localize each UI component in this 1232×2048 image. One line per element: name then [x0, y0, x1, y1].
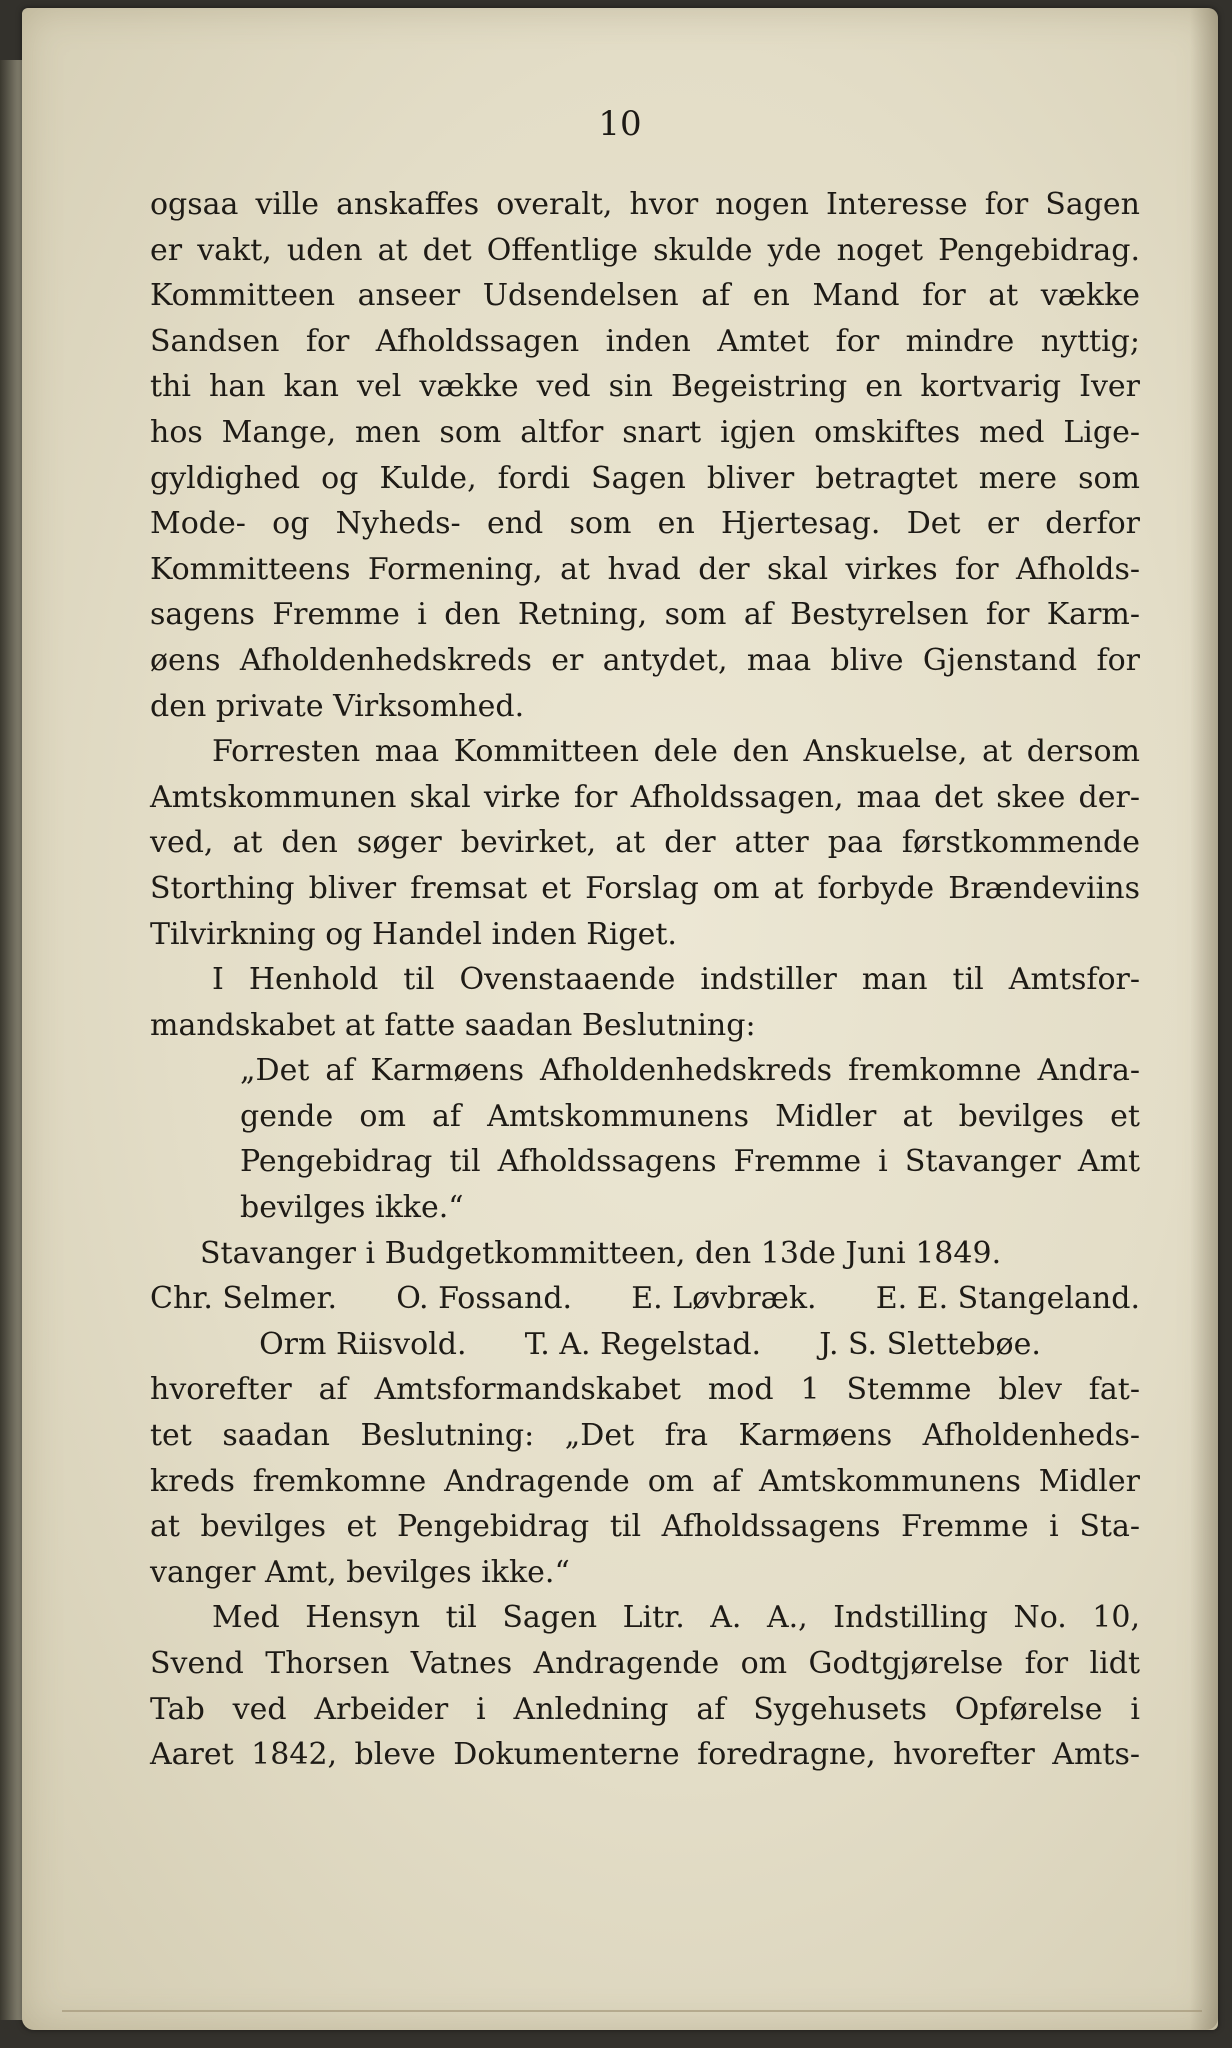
text-line: ved, at den søger bevirket, at der atter paa førstkommende — [150, 825, 1140, 861]
signature: J. S. Slettebøe. — [819, 1326, 1041, 1362]
text-line: Kommitteen anseer Udsendelsen af en Mand for at vække — [150, 278, 1140, 314]
paragraph-4 — [150, 1367, 1140, 1595]
text-line: tet saadan Beslutning: „Det fra Karmøens Afholdenheds- — [150, 1418, 1140, 1454]
page-bottom-edge — [62, 2010, 1202, 2018]
signature: T. A. Regelstad. — [524, 1326, 762, 1362]
paragraph-3 — [150, 957, 1140, 1048]
text-line: Amtskommunen skal virke for Afholdssagen, maa det skee der- — [150, 779, 1140, 815]
page-number: 10 — [598, 104, 642, 144]
resolution-quote — [150, 1048, 1140, 1230]
text-line: Med Hensyn til Sagen Litr. A. A., Indstilling No. 10, — [212, 1600, 1140, 1636]
text-line: gende om af Amtskommunens Midler at bevilges et — [240, 1098, 1140, 1134]
gutter-shadow — [1190, 8, 1218, 2030]
signature: O. Fossand. — [396, 1281, 573, 1317]
text-line: Pengebidrag til Afholdssagens Fremme i Stavanger Amt — [240, 1144, 1140, 1180]
text-line: øens Afholdenhedskreds er antydet, maa blive Gjenstand for — [150, 642, 1140, 678]
text-line: „Det af Karmøens Afholdenhedskreds fremkomne Andra- — [240, 1053, 1140, 1089]
text-line: den private Virksomhed. — [150, 688, 525, 724]
text-line: vanger Amt, bevilges ikke.“ — [150, 1554, 570, 1590]
book-page — [22, 8, 1218, 2030]
text-line: at bevilges et Pengebidrag til Afholdssagens Fremme i Sta- — [150, 1509, 1140, 1545]
text-line: Sandsen for Afholdssagen inden Amtet for mindre nyttig; — [150, 323, 1140, 359]
text-line: Forresten maa Kommitteen dele den Anskuelse, at dersom — [212, 734, 1140, 770]
text-line: I Henhold til Ovenstaaende indstiller man til Amtsfor- — [212, 962, 1140, 998]
signature: E. E. Stangeland. — [875, 1281, 1140, 1317]
page-body — [150, 182, 1140, 1778]
text-line: Storthing bliver fremsat et Forslag om at forbyde Brændeviins — [150, 870, 1140, 906]
text-line: Svend Thorsen Vatnes Andragende om Godtgjørelse for lidt — [150, 1646, 1140, 1681]
text-line: er vakt, uden at det Offentlige skulde yde noget Pengebidrag. — [150, 232, 1140, 268]
text-line: Tab ved Arbeider i Anledning af Sygehusets Opførelse i — [150, 1691, 1140, 1727]
text-line: hos Mange, men som altfor snart igjen omskiftes med Lige- — [150, 414, 1140, 450]
text-line: gyldighed og Kulde, fordi Sagen bliver betragtet mere som — [150, 460, 1140, 496]
signature: Orm Riisvold. — [259, 1326, 467, 1362]
text-line: kreds fremkomne Andragende om af Amtskommunens Midler — [150, 1463, 1140, 1499]
text-line: Kommitteens Formening, at hvad der skal virkes for Afholds- — [150, 551, 1140, 587]
text-line: Tilvirkning og Handel inden Riget. — [150, 916, 677, 952]
signature: E. Løvbræk. — [631, 1281, 817, 1317]
signatures-row-2 — [150, 1322, 1140, 1368]
text-line: ogsaa ville anskaffes overalt, hvor nogen Interesse for Sagen — [150, 187, 1140, 222]
text-line: thi han kan vel vække ved sin Begeistring en kortvarig Iver — [150, 369, 1140, 405]
place-and-date: Stavanger i Budgetkommitteen, den 13de Juni 1849. — [200, 1235, 1002, 1271]
paragraph-2 — [150, 729, 1140, 957]
paragraph-5 — [150, 1595, 1140, 1777]
text-line: hvorefter af Amtsformandskabet mod 1 Stemme blev fat- — [150, 1372, 1140, 1408]
text-line: sagens Fremme i den Retning, som af Bestyrelsen for Karm- — [150, 597, 1140, 633]
text-line: mandskabet at fatte saadan Beslutning: — [150, 1007, 756, 1043]
paragraph-1 — [150, 182, 1140, 729]
text-line: Mode- og Nyheds- end som en Hjertesag. Det er derfor — [150, 506, 1140, 542]
text-line: Aaret 1842, bleve Dokumenterne foredragne, hvorefter Amts- — [150, 1737, 1140, 1773]
signature: Chr. Selmer. — [150, 1281, 338, 1317]
text-line: bevilges ikke.“ — [240, 1190, 464, 1226]
signatures-row-1 — [150, 1276, 1140, 1322]
